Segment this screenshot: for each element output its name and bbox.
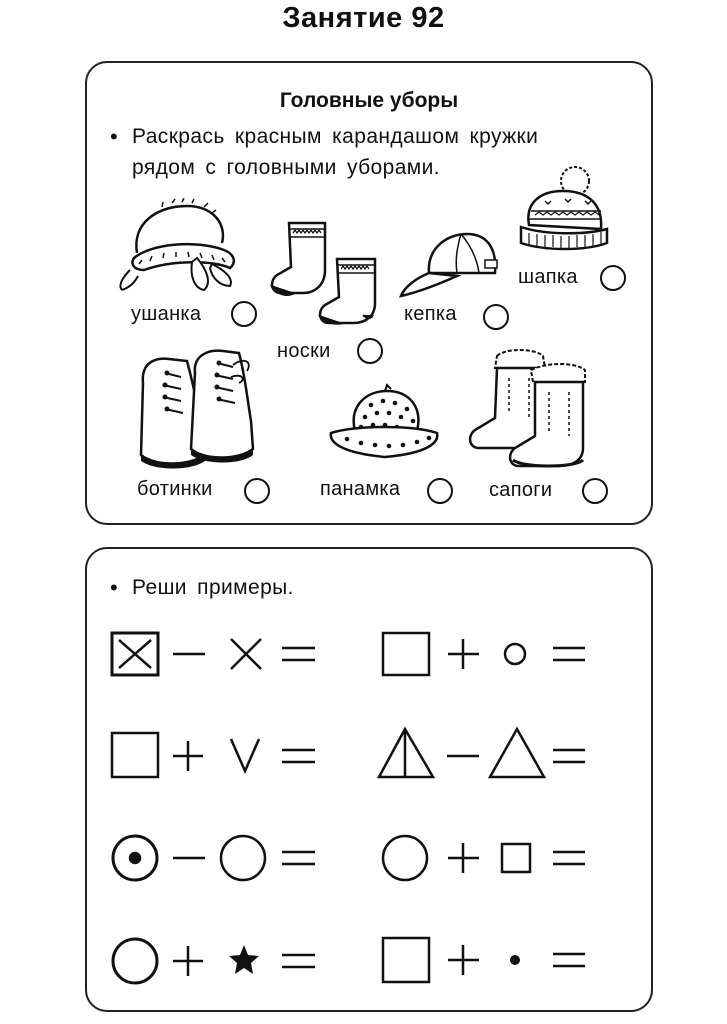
boots-icon [135, 343, 260, 473]
square-shape [383, 633, 429, 675]
task-examples-panel [85, 547, 653, 1012]
instruction [110, 121, 539, 183]
plus-sign [173, 741, 203, 771]
example-6 [383, 836, 585, 880]
instruction-line-1: Раскрась красным карандашом кружки [132, 125, 539, 148]
color-circle-ushanka[interactable] [231, 301, 257, 327]
label-kepka: кепка [404, 303, 457, 325]
equals-sign [553, 648, 585, 660]
color-circle-shapka[interactable] [600, 265, 626, 291]
label-shapka: шапка [518, 266, 578, 288]
example-8 [383, 938, 585, 982]
bullet: • [110, 575, 119, 600]
plus-sign [173, 946, 203, 976]
panama-hat-icon [327, 381, 442, 466]
fur-hat-icon [112, 198, 247, 293]
circle-shape [383, 836, 427, 880]
example-1 [112, 633, 315, 675]
small-square-shape [502, 844, 530, 872]
knit-hat-icon [515, 163, 610, 255]
square-shape [383, 938, 429, 982]
cap-icon [399, 228, 504, 303]
label-sapogi: сапоги [489, 479, 553, 501]
small-circle-shape [505, 644, 525, 664]
page-title: Занятие 92 [282, 2, 445, 34]
cross-shape [231, 639, 261, 669]
color-circle-botinki[interactable] [244, 478, 270, 504]
task-headwear-panel [85, 61, 653, 525]
color-circle-kepka[interactable] [483, 304, 509, 330]
star-shape [229, 945, 259, 974]
label-ushanka: ушанка [131, 303, 202, 325]
equals-sign [553, 954, 585, 966]
circle-shape [221, 836, 265, 880]
circle-shape [113, 939, 157, 983]
section-title: Головные уборы [279, 89, 459, 112]
color-circle-panamka[interactable] [427, 478, 453, 504]
example-5 [113, 836, 315, 880]
split-triangle-shape [379, 729, 433, 777]
check-v-shape [231, 739, 259, 771]
socks-icon [267, 215, 387, 325]
color-circle-noski[interactable] [357, 338, 383, 364]
equals-sign [282, 955, 315, 967]
bullet: • [110, 124, 119, 149]
equals-sign [553, 750, 585, 762]
example-4 [379, 729, 585, 777]
plus-sign [448, 639, 479, 669]
examples-grid [87, 549, 651, 1010]
example-3 [112, 733, 315, 777]
label-panamka: панамка [320, 478, 401, 500]
equals-sign [282, 852, 315, 864]
instruction-line-2: рядом с головными уборами. [132, 156, 440, 179]
square-shape [112, 733, 158, 777]
plus-sign [448, 843, 479, 873]
crossed-square-shape [112, 633, 158, 675]
label-noski: носки [277, 340, 331, 362]
plus-sign [448, 945, 479, 975]
color-circle-sapogi[interactable] [582, 478, 608, 504]
example-2 [383, 633, 585, 675]
winter-boots-icon [465, 348, 595, 473]
triangle-shape [490, 729, 544, 777]
equals-sign [282, 750, 315, 762]
label-botinki: ботинки [137, 478, 213, 500]
dotted-circle-shape [113, 836, 157, 880]
dot-shape [510, 955, 520, 965]
equals-sign [553, 852, 585, 864]
examples-instruction-text: Реши примеры. [132, 576, 294, 599]
equals-sign [282, 648, 315, 660]
example-7 [113, 939, 315, 983]
